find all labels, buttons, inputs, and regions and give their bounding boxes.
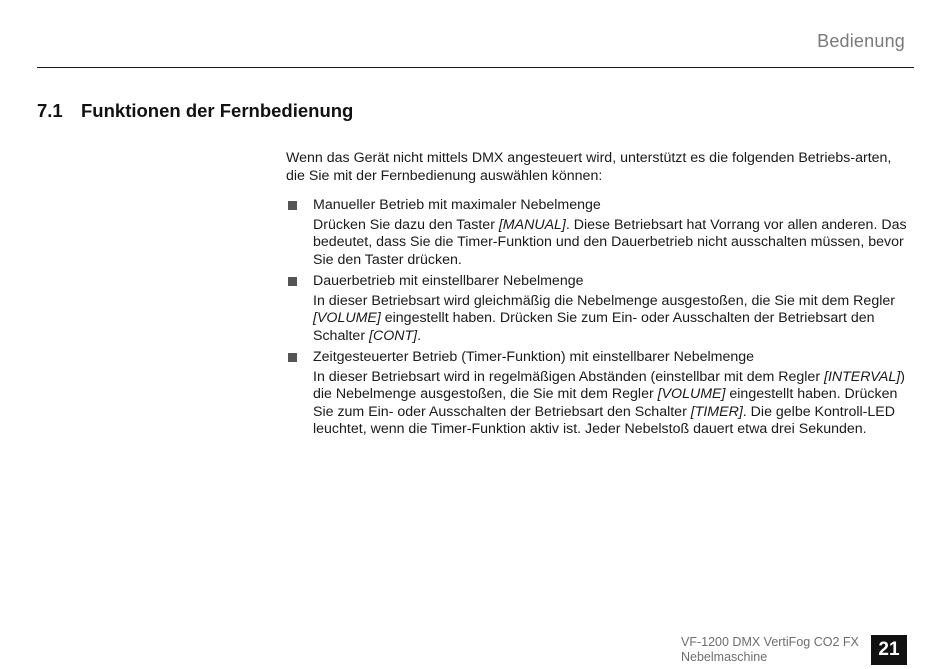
- description-text: In dieser Betriebsart wird in regelmäßigen Abständen (einstellbar mit dem Regler: [313, 368, 824, 385]
- header-rule: [37, 67, 914, 68]
- control-name: [MANUAL]: [498, 216, 566, 233]
- description-text: eingestellt haben. Drücken Sie zum Ein- oder Ausschalten der Betriebsart den Schalter: [313, 310, 875, 344]
- control-name: [VOLUME]: [657, 386, 726, 402]
- footer-product: [681, 635, 859, 665]
- square-bullet-icon: [288, 277, 297, 286]
- footer-product-type: Nebelmaschine: [681, 650, 768, 664]
- description-text: . Die gelbe Kontroll-LED leuchtet, wenn die Timer-Funktion aktiv ist. Jeder Nebelstoß dauert etwa drei Sekunden.: [313, 403, 895, 437]
- section-number: 7.1: [37, 100, 63, 121]
- intro-paragraph: Wenn das Gerät nicht mittels DMX angesteuert wird, unterstützt es die folgenden Betriebs-arten, die Sie mit der Fernbedienung auswählen können:: [286, 150, 892, 184]
- control-name: [CONT]: [369, 327, 418, 344]
- control-name: [TIMER]: [690, 403, 743, 420]
- body-text: [286, 150, 914, 443]
- list-item: [286, 197, 914, 269]
- list-item: [286, 349, 914, 439]
- description-text: In dieser Betriebsart wird gleichmäßig die Nebelmenge ausgestoßen, die Sie mit dem Regler: [313, 292, 895, 309]
- item-description: [313, 293, 914, 346]
- footer-product-name: VF-1200 DMX VertiFog CO2 FX: [681, 635, 859, 649]
- description-text: Drücken Sie dazu den Taster: [313, 216, 499, 233]
- description-text: eingestellt haben. Drücken Sie zum Ein- oder Ausschalten der Betriebsart den Schalter: [313, 386, 898, 420]
- description-text: ) die Nebelmenge ausgestoßen, die Sie mit dem Regler: [313, 368, 905, 402]
- running-header: Bedienung: [817, 31, 905, 51]
- item-title: Manueller Betrieb mit maximaler Nebelmenge: [313, 197, 601, 213]
- section-heading: [37, 100, 353, 122]
- page-number: 21: [871, 635, 907, 665]
- square-bullet-icon: [288, 201, 297, 210]
- item-description: [313, 369, 914, 439]
- item-title: Dauerbetrieb mit einstellbarer Nebelmenge: [313, 273, 584, 289]
- control-name: [INTERVAL]: [824, 368, 901, 385]
- square-bullet-icon: [288, 353, 297, 362]
- item-title: Zeitgesteuerter Betrieb (Timer-Funktion) mit einstellbarer Nebelmenge: [313, 349, 755, 365]
- section-title: Funktionen der Fernbedienung: [81, 100, 354, 121]
- bullet-list: [286, 197, 914, 439]
- description-text: .: [417, 327, 422, 344]
- description-text: . Diese Betriebsart hat Vorrang vor allen anderen. Das bedeutet, dass Sie die Timer-Funktion und den Dauerbetrieb nicht ausschalten müssen, bevor Sie den Taster drücken.: [313, 216, 907, 268]
- item-description: [313, 217, 914, 270]
- control-name: [VOLUME]: [313, 310, 381, 326]
- list-item: [286, 273, 914, 345]
